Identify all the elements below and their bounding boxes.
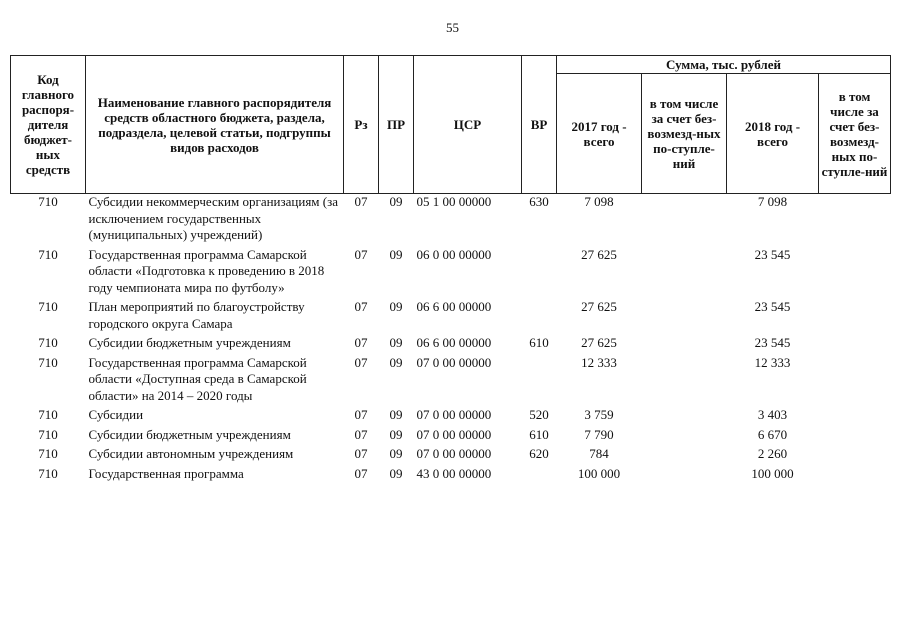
header-sum-group: Сумма, тыс. рублей: [557, 56, 891, 74]
cell-2018-total: 7 098: [757, 194, 788, 209]
header-pr: ПР: [379, 56, 414, 194]
cell-2018-free: [819, 427, 891, 447]
cell-2018-total: 6 670: [757, 426, 788, 442]
table-row: [11, 427, 891, 447]
page-number: 55: [446, 20, 459, 35]
header-vr: ВР: [522, 56, 557, 194]
cell-2017-free: [642, 446, 727, 466]
header-2018-total: 2018 год - всего: [727, 74, 819, 194]
cell-code: 710: [38, 246, 58, 262]
table-row: [11, 335, 891, 355]
cell-rz: 07: [354, 335, 368, 350]
cell-vr: 620: [529, 446, 549, 461]
cell-2018-total: 100 000: [751, 465, 794, 481]
cell-name: Субсидии автономным учреждениям: [88, 446, 294, 461]
cell-vr: 610: [529, 335, 549, 350]
cell-2017-free: [642, 194, 727, 247]
cell-2018-free: [819, 466, 891, 486]
cell-2017-free: [642, 407, 727, 427]
header-name: Наименование главного распорядителя средств областного бюджета, раздела, подраздела, целевой статьи, подгруппы видов расходов: [86, 56, 344, 194]
cell-vr: [522, 299, 557, 335]
cell-name: Субсидии бюджетным учреждениям: [88, 426, 291, 442]
cell-code: 710: [38, 446, 58, 461]
cell-pr: 09: [389, 299, 403, 314]
cell-pr: 09: [389, 465, 403, 481]
table-row: [11, 466, 891, 486]
cell-pr: 09: [389, 354, 403, 370]
cell-2018-total: 23 545: [754, 246, 791, 262]
cell-pr: 09: [389, 446, 403, 461]
cell-name: Субсидии некоммерческим организациям (за исключением государственных (муниципальных) учреждений): [88, 194, 339, 242]
header-code: Код главного распоря-дителя бюджет-ных средств: [11, 56, 86, 194]
cell-code: 710: [38, 426, 58, 442]
cell-2018-free: [819, 407, 891, 427]
cell-vr: [522, 355, 557, 408]
cell-pr: 09: [389, 426, 403, 442]
table-body: [11, 194, 891, 486]
cell-2018-total: 2 260: [757, 446, 788, 461]
cell-csr: 07 0 00 00000: [416, 407, 492, 422]
cell-rz: 07: [354, 354, 368, 370]
cell-rz: 07: [354, 407, 368, 422]
table-header: [11, 56, 891, 194]
cell-2017-free: [642, 427, 727, 447]
cell-2017-total: 784: [589, 446, 609, 461]
cell-rz: 07: [354, 246, 368, 262]
cell-2018-total: 23 545: [754, 299, 791, 314]
cell-name: Государственная программа: [88, 465, 244, 481]
cell-2018-total: 23 545: [754, 335, 791, 350]
header-csr: ЦСР: [414, 56, 522, 194]
cell-name: План мероприятий по благоустройству городского округа Самара: [88, 299, 305, 331]
table-row: [11, 299, 891, 335]
cell-rz: 07: [354, 446, 368, 461]
cell-name: Государственная программа Самарской области «Доступная среда в Самарской области» на 2014 – 2020 годы: [88, 354, 307, 403]
cell-csr: 07 0 00 00000: [416, 446, 492, 461]
budget-table: [10, 55, 891, 485]
cell-code: 710: [38, 465, 58, 481]
header-rz: Рз: [344, 56, 379, 194]
cell-csr: 05 1 00 00000: [416, 194, 492, 209]
cell-pr: 09: [389, 246, 403, 262]
cell-csr: 07 0 00 00000: [416, 426, 492, 442]
cell-name: Субсидии: [88, 407, 144, 422]
cell-pr: 09: [389, 407, 403, 422]
header-2018-free: в том числе за счет без-возмезд-ных по-ступле-ний: [819, 74, 891, 194]
cell-csr: 06 0 00 00000: [416, 246, 492, 262]
cell-name: Субсидии бюджетным учреждениям: [88, 335, 291, 350]
cell-pr: 09: [389, 335, 403, 350]
cell-code: 710: [38, 407, 58, 422]
cell-2018-free: [819, 355, 891, 408]
cell-rz: 07: [354, 194, 368, 209]
cell-csr: 06 6 00 00000: [416, 299, 492, 314]
cell-2018-free: [819, 335, 891, 355]
cell-csr: 07 0 00 00000: [416, 354, 492, 370]
header-2017-free: в том числе за счет без-возмезд-ных по-ступле-ний: [642, 74, 727, 194]
cell-2018-total: 3 403: [757, 407, 788, 422]
cell-code: 710: [38, 335, 58, 350]
cell-csr: 06 6 00 00000: [416, 335, 492, 350]
cell-vr: 630: [529, 194, 549, 209]
cell-2017-free: [642, 335, 727, 355]
cell-2017-free: [642, 466, 727, 486]
cell-2017-free: [642, 247, 727, 300]
table-row: [11, 247, 891, 300]
cell-2017-total: 27 625: [581, 246, 617, 262]
cell-2017-total: 7 790: [584, 426, 614, 442]
cell-2017-total: 100 000: [577, 465, 621, 481]
cell-pr: 09: [389, 194, 403, 209]
cell-rz: 07: [354, 426, 368, 442]
cell-rz: 07: [354, 299, 368, 314]
cell-csr: 43 0 00 00000: [416, 465, 492, 481]
table-row: [11, 407, 891, 427]
cell-code: 710: [38, 299, 58, 314]
cell-name: Государственная программа Самарской области «Подготовка к проведению в 2018 году чемпионата мира по футболу»: [88, 246, 325, 295]
table-row: [11, 446, 891, 466]
cell-2018-free: [819, 247, 891, 300]
cell-2017-free: [642, 299, 727, 335]
cell-2017-total: 7 098: [584, 194, 614, 209]
cell-code: 710: [38, 194, 58, 209]
cell-2017-free: [642, 355, 727, 408]
cell-rz: 07: [354, 465, 368, 481]
table-row: [11, 194, 891, 247]
cell-2018-free: [819, 299, 891, 335]
cell-2017-total: 27 625: [581, 299, 617, 314]
cell-2017-total: 12 333: [581, 354, 617, 370]
cell-2018-free: [819, 446, 891, 466]
cell-2018-total: 12 333: [754, 354, 791, 370]
table-row: [11, 355, 891, 408]
cell-2017-total: 27 625: [581, 335, 617, 350]
cell-2017-total: 3 759: [584, 407, 614, 422]
header-2017-total: 2017 год - всего: [557, 74, 642, 194]
cell-2018-free: [819, 194, 891, 247]
cell-vr: [522, 247, 557, 300]
cell-vr: 610: [529, 426, 549, 442]
cell-vr: 520: [529, 407, 549, 422]
cell-code: 710: [38, 354, 58, 370]
cell-vr: [522, 466, 557, 486]
